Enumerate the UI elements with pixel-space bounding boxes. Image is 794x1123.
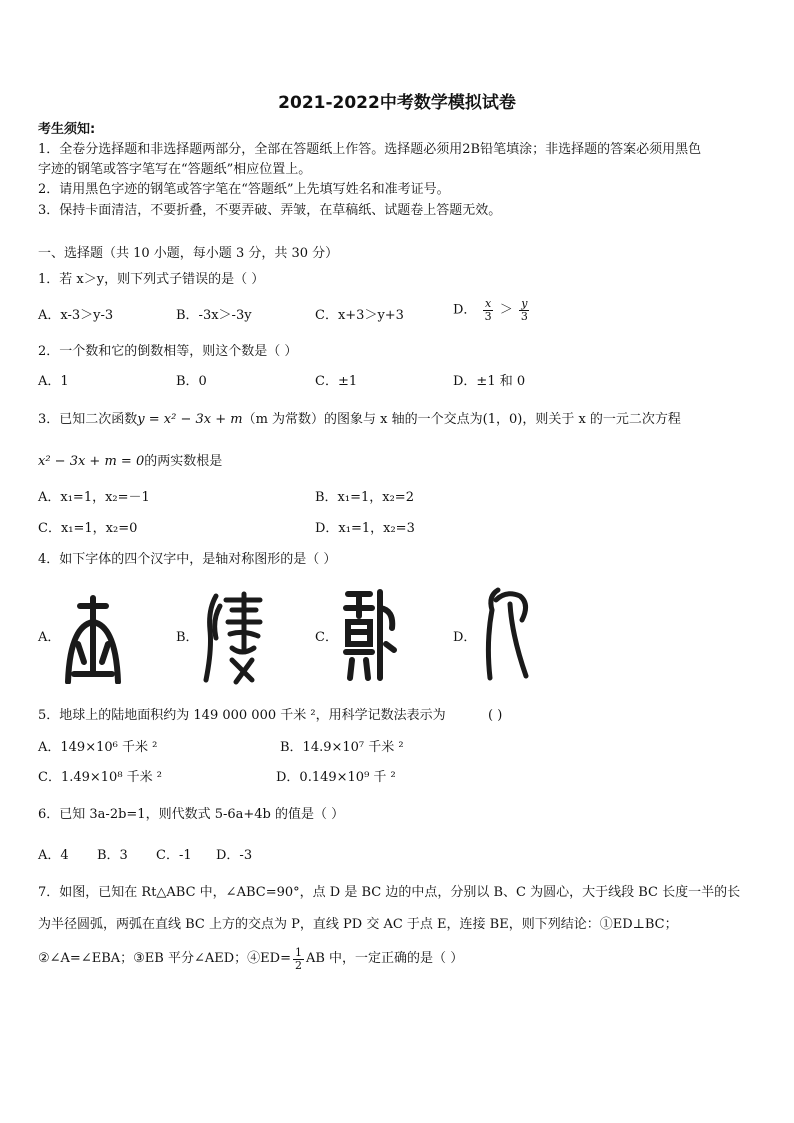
q5-option-a: A．149×10⁶ 千米 ²: [38, 740, 158, 755]
q6-option-d: D．-3: [216, 848, 253, 863]
fraction-numerator: x: [484, 297, 492, 310]
seal-glyph-b-image: [202, 590, 266, 686]
q4-stem: 4．如下字体的四个汉字中，是轴对称图形的是（ ）: [38, 552, 337, 567]
q4-option-b: B．: [176, 630, 199, 645]
q3-equation-post: 的两实数根是: [144, 454, 223, 469]
q3-option-c: C．x₁=1，x₂=0: [38, 521, 138, 536]
q3-stem: [38, 410, 681, 430]
q5-option-d: D．0.149×10⁹ 千 ²: [276, 770, 396, 785]
q7-line-3-pre: ②∠A=∠EBA；③EB 平分∠AED；④ED=: [38, 951, 291, 966]
q1-fraction-y3: [519, 298, 530, 323]
q2-option-b: B．0: [176, 374, 207, 389]
notice-heading: 考生须知:: [38, 122, 96, 137]
q3-stem-post: （m 为常数）的图象与 x 轴的一个交点为(1，0)，则关于 x 的一元二次方程: [242, 412, 681, 427]
q2-stem: 2．一个数和它的倒数相等，则这个数是（ ）: [38, 344, 298, 359]
seal-glyph-a-image: [62, 592, 124, 684]
q1-stem: 1．若 x＞y，则下列式子错误的是（ ）: [38, 272, 265, 287]
seal-glyph-d-image: [482, 586, 532, 684]
q1-option-c: C．x+3＞y+3: [315, 308, 404, 323]
q3-option-d: D．x₁=1，x₂=3: [315, 521, 415, 536]
fraction-numerator: 1: [294, 945, 302, 959]
q2-option-a: A．1: [38, 374, 69, 389]
q6-option-b: B．3: [97, 848, 128, 863]
fraction-numerator: y: [521, 297, 528, 310]
q3-stem-pre: 3．已知二次函数: [38, 412, 138, 427]
q5-answer-paren: ( ): [488, 708, 503, 723]
notice-item-3: 3．保持卡面清洁，不要折叠，不要弄破、弄皱，在草稿纸、试题卷上答题无效。: [38, 203, 502, 218]
q7-line-3-post: AB 中，一定正确的是（ ）: [305, 951, 464, 966]
q4-option-d: D．: [453, 630, 477, 645]
fraction-denominator: 2: [294, 958, 302, 972]
q6-stem: 6．已知 3a-2b=1，则代数式 5-6a+4b 的值是（ ）: [38, 807, 345, 822]
q3-equation: x² − 3x + m = 0: [38, 454, 145, 469]
q7-line-2: 为半径圆弧，两弧在直线 BC 上方的交点为 P，直线 PD 交 AC 于点 E，连接 BE，则下列结论：①ED⊥BC；: [38, 917, 678, 932]
notice-item-1: 1．全卷分选择题和非选择题两部分，全部在答题纸上作答。选择题必须用2B铅笔填涂；非选择题的答案必须用黑色: [38, 142, 702, 157]
q7-fraction-half: [293, 947, 304, 972]
q5-option-c: C．1.49×10⁸ 千米 ²: [38, 770, 163, 785]
q7-line-1: 7．如图，已知在 Rt△ABC 中，∠ABC=90°，点 D 是 BC 边的中点，分别以 B、C 为圆心，大于线段 BC 长度一半的长: [38, 885, 741, 900]
q5-stem: 5．地球上的陆地面积约为 149 000 000 千米 ²，用科学记数法表示为: [38, 708, 446, 723]
q3-equation-line: [38, 452, 222, 472]
page-title: 2021-2022中考数学模拟试卷: [278, 93, 516, 113]
q6-option-c: C．-1: [156, 848, 192, 863]
q3-option-a: A．x₁=1，x₂=－1: [38, 490, 150, 505]
q1-option-b: B．-3x＞-3y: [176, 308, 252, 323]
fraction-denominator: 3: [520, 310, 528, 323]
q3-function: y = x² − 3x + m: [137, 412, 243, 427]
q1-option-d-operator: ＞: [499, 302, 513, 318]
fraction-denominator: 3: [484, 310, 492, 323]
q6-option-a: A．4: [38, 848, 69, 863]
q4-option-a: A．: [38, 630, 61, 645]
seal-glyph-c-image: [342, 588, 398, 682]
notice-item-2: 2．请用黑色字迹的钢笔或答字笔在“答题纸”上先填写姓名和准考证号。: [38, 182, 450, 197]
q7-line-3: [38, 944, 463, 975]
q1-fraction-x3: [483, 298, 494, 323]
q1-option-d-label: D．: [453, 302, 477, 318]
q4-option-c: C．: [315, 630, 338, 645]
q3-option-b: B．x₁=1，x₂=2: [315, 490, 414, 505]
notice-item-1-cont: 字迹的钢笔或答字笔写在“答题纸”相应位置上。: [38, 162, 312, 177]
q2-option-c: C．±1: [315, 374, 358, 389]
q1-option-d: [453, 298, 532, 323]
section-heading: 一、选择题（共 10 小题，每小题 3 分，共 30 分）: [38, 246, 339, 261]
q1-option-a: A．x-3＞y-3: [38, 308, 114, 323]
q5-option-b: B．14.9×10⁷ 千米 ²: [280, 740, 404, 755]
q2-option-d: D．±1 和 0: [453, 374, 526, 389]
